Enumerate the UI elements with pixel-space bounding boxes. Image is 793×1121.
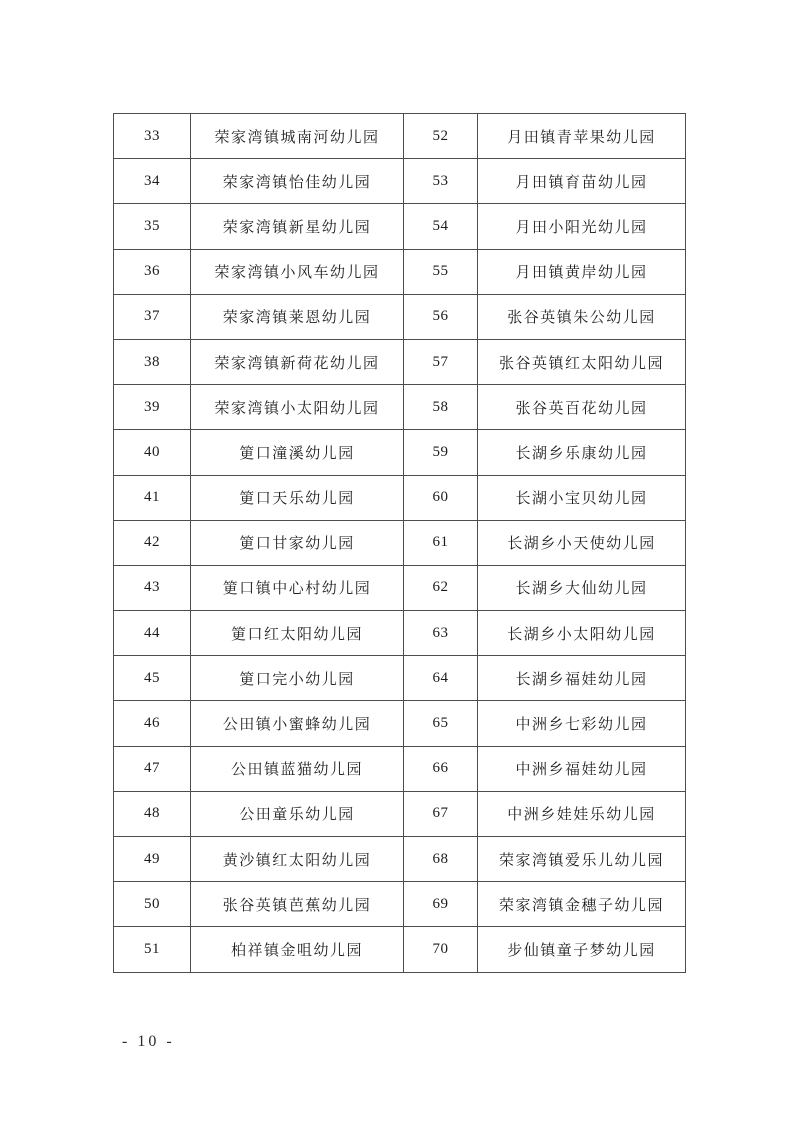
row-number-left: 43	[114, 565, 191, 610]
kindergarten-name-left: 张谷英镇芭蕉幼儿园	[191, 882, 404, 927]
table-row	[114, 565, 686, 610]
kindergarten-name-right: 长湖乡小太阳幼儿园	[478, 611, 686, 656]
row-number-left: 36	[114, 249, 191, 294]
table-row	[114, 385, 686, 430]
kindergarten-name-left: 公田童乐幼儿园	[191, 791, 404, 836]
row-number-right: 53	[404, 159, 478, 204]
row-number-right: 62	[404, 565, 478, 610]
row-number-right: 58	[404, 385, 478, 430]
kindergarten-name-left: 筻口天乐幼儿园	[191, 475, 404, 520]
kindergarten-name-left: 筻口红太阳幼儿园	[191, 611, 404, 656]
kindergarten-name-left: 筻口镇中心村幼儿园	[191, 565, 404, 610]
kindergarten-name-left: 筻口完小幼儿园	[191, 656, 404, 701]
row-number-left: 51	[114, 927, 191, 972]
kindergarten-name-left: 荣家湾镇新星幼儿园	[191, 204, 404, 249]
kindergarten-name-right: 长湖小宝贝幼儿园	[478, 475, 686, 520]
kindergarten-name-right: 荣家湾镇金穗子幼儿园	[478, 882, 686, 927]
kindergarten-name-left: 柏祥镇金咀幼儿园	[191, 927, 404, 972]
row-number-left: 37	[114, 294, 191, 339]
row-number-right: 64	[404, 656, 478, 701]
kindergarten-table	[113, 113, 686, 973]
row-number-right: 56	[404, 294, 478, 339]
row-number-right: 67	[404, 791, 478, 836]
kindergarten-name-left: 荣家湾镇小风车幼儿园	[191, 249, 404, 294]
kindergarten-name-right: 中洲乡福娃幼儿园	[478, 746, 686, 791]
kindergarten-name-left: 筻口潼溪幼儿园	[191, 430, 404, 475]
table-row	[114, 746, 686, 791]
row-number-left: 39	[114, 385, 191, 430]
row-number-right: 61	[404, 520, 478, 565]
row-number-right: 60	[404, 475, 478, 520]
row-number-right: 69	[404, 882, 478, 927]
kindergarten-name-left: 荣家湾镇新荷花幼儿园	[191, 339, 404, 384]
table-row	[114, 339, 686, 384]
table-row	[114, 204, 686, 249]
table-row	[114, 294, 686, 339]
row-number-left: 49	[114, 837, 191, 882]
row-number-right: 54	[404, 204, 478, 249]
row-number-left: 41	[114, 475, 191, 520]
table-row	[114, 520, 686, 565]
table-row	[114, 927, 686, 972]
row-number-left: 33	[114, 114, 191, 159]
kindergarten-name-left: 公田镇小蜜蜂幼儿园	[191, 701, 404, 746]
kindergarten-name-left: 筻口甘家幼儿园	[191, 520, 404, 565]
kindergarten-name-right: 长湖乡乐康幼儿园	[478, 430, 686, 475]
kindergarten-name-right: 月田镇黄岸幼儿园	[478, 249, 686, 294]
table-row	[114, 475, 686, 520]
table-row	[114, 249, 686, 294]
kindergarten-name-right: 步仙镇童子梦幼儿园	[478, 927, 686, 972]
kindergarten-name-left: 荣家湾镇小太阳幼儿园	[191, 385, 404, 430]
row-number-right: 55	[404, 249, 478, 294]
row-number-left: 38	[114, 339, 191, 384]
kindergarten-roster-section	[113, 113, 685, 973]
table-body	[114, 114, 686, 973]
kindergarten-name-left: 黄沙镇红太阳幼儿园	[191, 837, 404, 882]
row-number-left: 44	[114, 611, 191, 656]
table-row	[114, 656, 686, 701]
row-number-right: 65	[404, 701, 478, 746]
kindergarten-name-right: 张谷英镇红太阳幼儿园	[478, 339, 686, 384]
kindergarten-name-right: 张谷英百花幼儿园	[478, 385, 686, 430]
row-number-left: 35	[114, 204, 191, 249]
row-number-right: 66	[404, 746, 478, 791]
table-row	[114, 159, 686, 204]
kindergarten-name-right: 月田镇青苹果幼儿园	[478, 114, 686, 159]
table-row	[114, 114, 686, 159]
table-row	[114, 611, 686, 656]
kindergarten-name-left: 公田镇蓝猫幼儿园	[191, 746, 404, 791]
table-row	[114, 701, 686, 746]
kindergarten-name-left: 荣家湾镇怡佳幼儿园	[191, 159, 404, 204]
row-number-left: 40	[114, 430, 191, 475]
kindergarten-name-right: 月田小阳光幼儿园	[478, 204, 686, 249]
row-number-right: 52	[404, 114, 478, 159]
table-row	[114, 791, 686, 836]
kindergarten-name-right: 月田镇育苗幼儿园	[478, 159, 686, 204]
row-number-left: 47	[114, 746, 191, 791]
row-number-left: 46	[114, 701, 191, 746]
kindergarten-name-right: 中洲乡七彩幼儿园	[478, 701, 686, 746]
kindergarten-name-right: 中洲乡娃娃乐幼儿园	[478, 791, 686, 836]
page-number: - 10 -	[122, 1033, 175, 1050]
kindergarten-name-right: 张谷英镇朱公幼儿园	[478, 294, 686, 339]
row-number-right: 63	[404, 611, 478, 656]
kindergarten-name-right: 荣家湾镇爱乐儿幼儿园	[478, 837, 686, 882]
table-row	[114, 837, 686, 882]
row-number-right: 70	[404, 927, 478, 972]
table-row	[114, 430, 686, 475]
kindergarten-name-right: 长湖乡小天使幼儿园	[478, 520, 686, 565]
kindergarten-name-left: 荣家湾镇城南河幼儿园	[191, 114, 404, 159]
row-number-left: 45	[114, 656, 191, 701]
kindergarten-name-right: 长湖乡福娃幼儿园	[478, 656, 686, 701]
row-number-left: 48	[114, 791, 191, 836]
table-row	[114, 882, 686, 927]
row-number-right: 57	[404, 339, 478, 384]
row-number-right: 68	[404, 837, 478, 882]
row-number-right: 59	[404, 430, 478, 475]
kindergarten-name-right: 长湖乡大仙幼儿园	[478, 565, 686, 610]
row-number-left: 42	[114, 520, 191, 565]
row-number-left: 34	[114, 159, 191, 204]
row-number-left: 50	[114, 882, 191, 927]
kindergarten-name-left: 荣家湾镇莱恩幼儿园	[191, 294, 404, 339]
